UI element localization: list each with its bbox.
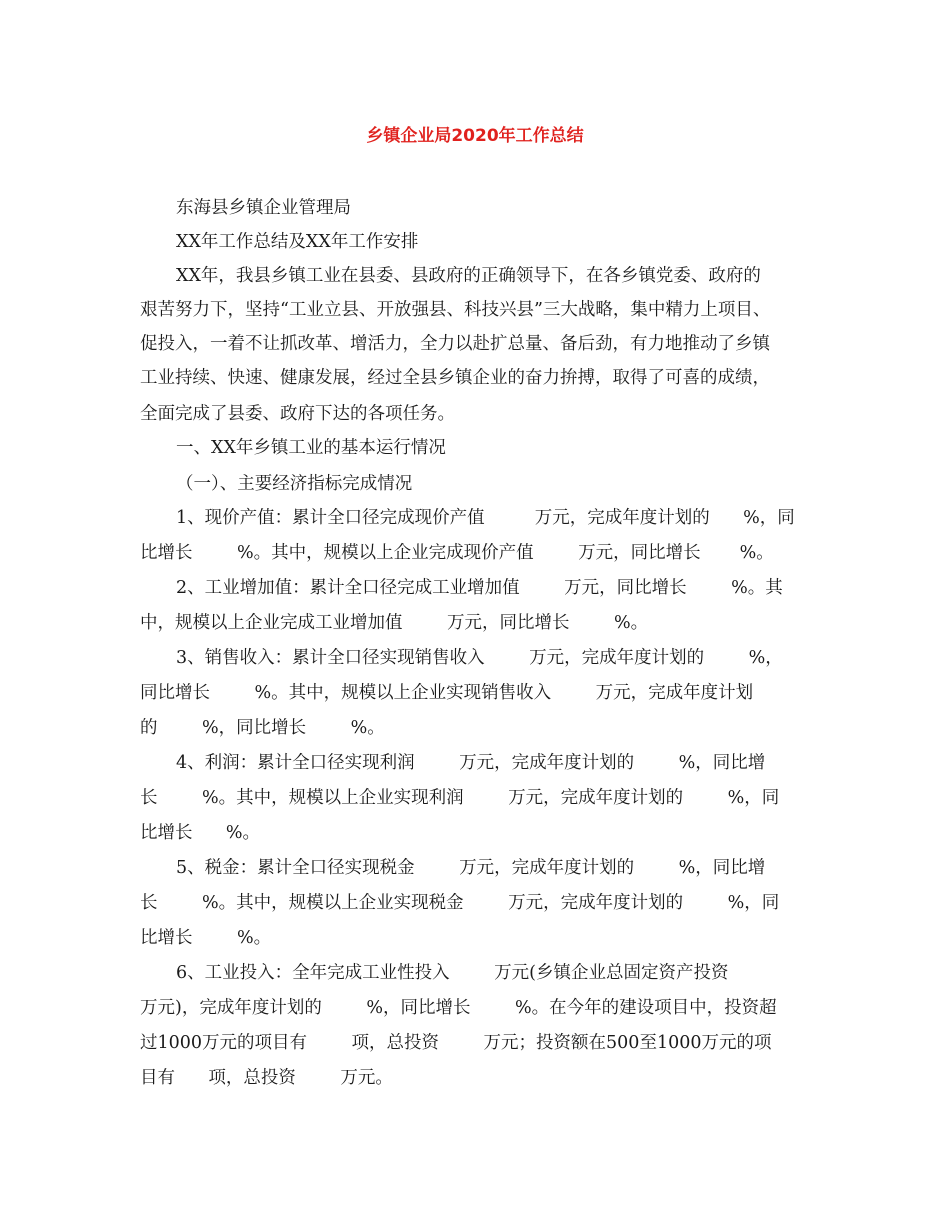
org-name: 东海县乡镇企业管理局: [176, 198, 351, 218]
paragraph-line: 艰苦努力下，坚持“工业立县、开放强县、科技兴县”三大战略，集中精力上项目、: [140, 300, 771, 320]
paragraph-line: 同比增长 %。其中，规模以上企业实现销售收入 万元，完成年度计划: [140, 683, 754, 703]
document-title: 乡镇企业局2020年工作总结: [366, 126, 584, 146]
paragraph-line: 工业持续、快速、健康发展，经过全县乡镇企业的奋力拚搏，取得了可喜的成绩，: [140, 368, 770, 388]
paragraph-line: 长 %。其中，规模以上企业实现税金 万元，完成年度计划的 %，同: [140, 893, 780, 913]
paragraph-line: 2、工业增加值：累计全口径完成工业增加值 万元，同比增长 %。其: [176, 578, 783, 598]
paragraph-line: 的 %，同比增长 %。: [140, 718, 385, 738]
paragraph-line: 比增长 %。: [140, 823, 261, 843]
paragraph-line: 比增长 %。其中，规模以上企业完成现价产值 万元，同比增长 %。: [140, 543, 774, 563]
paragraph-line: 4、利润：累计全口径实现利润 万元，完成年度计划的 %，同比增: [176, 753, 766, 773]
paragraph-line: 长 %。其中，规模以上企业实现利润 万元，完成年度计划的 %，同: [140, 788, 780, 808]
section-heading: 一、XX年乡镇工业的基本运行情况: [176, 438, 446, 458]
paragraph-line: 比增长 %。: [140, 928, 272, 948]
paragraph-line: 6、工业投入：全年完成工业性投入 万元(乡镇企业总固定资产投资: [176, 963, 729, 983]
paragraph-line: XX年，我县乡镇工业在县委、县政府的正确领导下，在各乡镇党委、政府的: [176, 266, 761, 286]
subsection-heading: （一）、主要经济指标完成情况: [176, 474, 413, 494]
paragraph-line: 中，规模以上企业完成工业增加值 万元，同比增长 %。: [140, 613, 649, 633]
paragraph-line: 5、税金：累计全口径实现税金 万元，完成年度计划的 %，同比增: [176, 858, 766, 878]
paragraph-line: 过1000万元的项目有 项，总投资 万元；投资额在500至1000万元的项: [140, 1033, 772, 1053]
paragraph-line: 万元)，完成年度计划的 %，同比增长 %。在今年的建设项目中，投资超: [140, 998, 777, 1018]
paragraph-line: 3、销售收入：累计全口径实现销售收入 万元，完成年度计划的 %，: [176, 648, 783, 668]
doc-subtitle: XX年工作总结及XX年工作安排: [176, 232, 419, 252]
paragraph-line: 目有 项，总投资 万元。: [140, 1068, 393, 1088]
paragraph-line: 促投入，一着不让抓改革、增活力，全力以赴扩总量、备后劲，有力地推动了乡镇: [140, 334, 770, 354]
paragraph-line: 全面完成了县委、政府下达的各项任务。: [140, 404, 455, 424]
paragraph-line: 1、现价产值：累计全口径完成现价产值 万元，完成年度计划的 %，同: [176, 508, 795, 528]
